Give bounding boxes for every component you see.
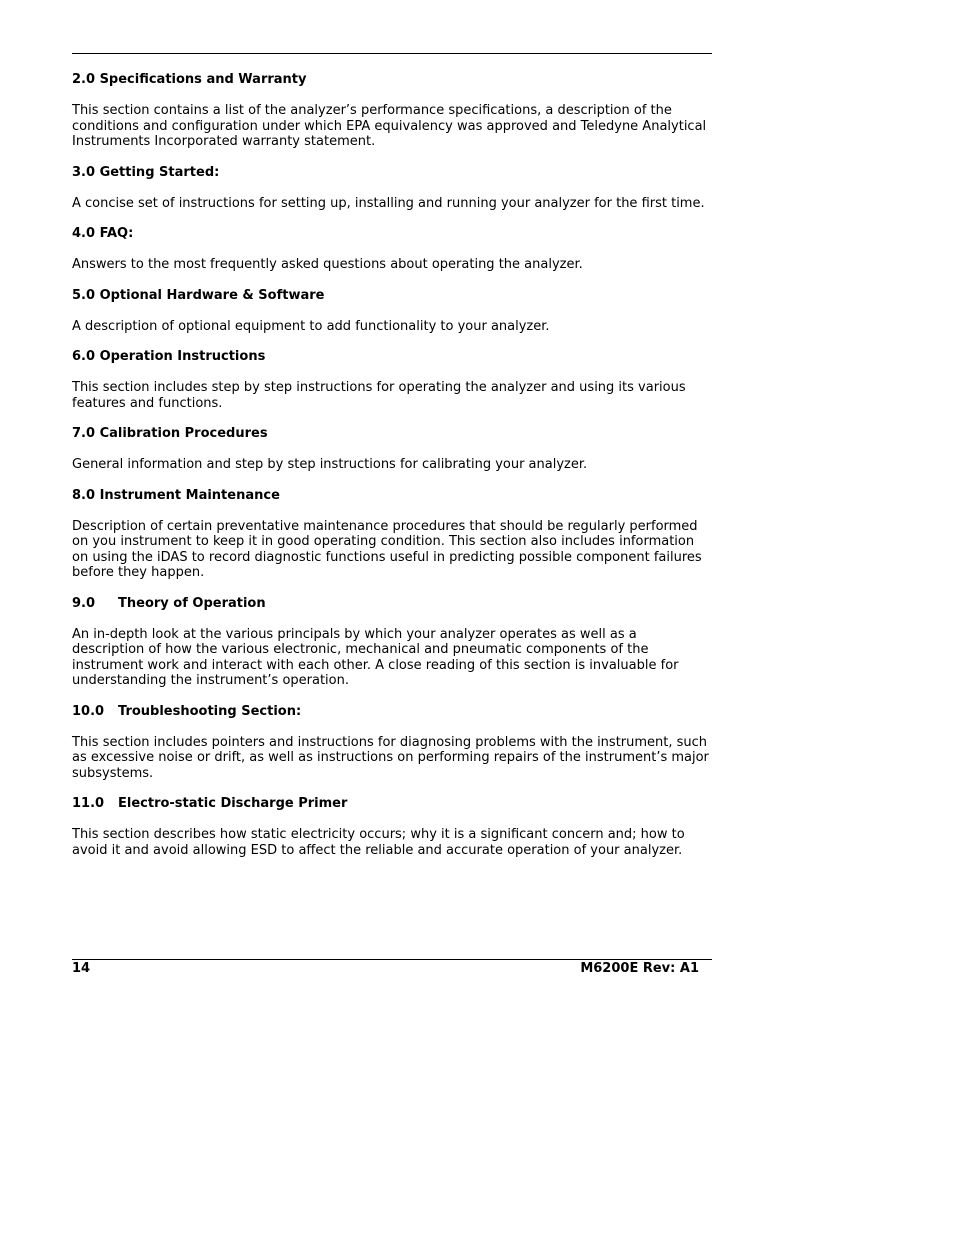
section-number: 4.0 <box>72 226 96 241</box>
section-number: 3.0 <box>72 164 96 180</box>
section-number: 9.0 <box>72 595 96 611</box>
section-title: Troubleshooting Section: <box>118 703 302 719</box>
section-description: A concise set of instructions for setting up, installing and running your analyzer for the first time. <box>72 195 705 211</box>
section-description: An in-depth look at the various principals by which your analyzer operates as well as a description of how the various electronic, mechanical and pneumatic components of the instrument work and interact with each other. A close reading of this section is invaluable for understanding the instrument’s operation. <box>72 626 679 688</box>
section-description: This section includes step by step instructions for operating the analyzer and using its various features and functions. <box>72 380 686 411</box>
footer-rule <box>72 959 712 960</box>
header-rule <box>72 53 712 54</box>
document-revision: M6200E Rev: A1 <box>580 961 699 976</box>
section-heading <box>72 72 712 88</box>
section-heading <box>72 796 712 812</box>
section-title: Optional Hardware & Software <box>99 287 325 303</box>
section-title: Theory of Operation <box>118 595 266 611</box>
section-title: Specifications and Warranty <box>99 72 307 87</box>
section-heading <box>72 426 712 442</box>
document-page <box>72 0 712 1235</box>
section-heading <box>72 226 712 242</box>
section-description: A description of optional equipment to add functionality to your analyzer. <box>72 318 550 334</box>
page-number: 14 <box>72 961 91 976</box>
section-heading <box>72 288 712 304</box>
section-description: This section contains a list of the analyzer’s performance specifications, a description of the conditions and configuration under which EPA equivalency was approved and Teledyne Analytical Instruments Incorporated warranty statement. <box>72 103 707 149</box>
section-description: This section includes pointers and instructions for diagnosing problems with the instrument, such as excessive noise or drift, as well as instructions on performing repairs of the instrument’s major subsystems. <box>72 734 709 781</box>
section-heading <box>72 596 712 612</box>
section-title: Getting Started: <box>99 164 220 180</box>
section-list <box>72 72 712 873</box>
section-number: 5.0 <box>72 287 96 303</box>
section-title: Calibration Procedures <box>99 426 268 441</box>
section-title: FAQ: <box>99 226 134 241</box>
section-number: 2.0 <box>72 72 96 87</box>
section-description: General information and step by step instructions for calibrating your analyzer. <box>72 457 588 472</box>
section-number: 6.0 <box>72 349 96 364</box>
section-title: Operation Instructions <box>99 349 266 364</box>
section-number: 7.0 <box>72 426 96 441</box>
section-description: Answers to the most frequently asked questions about operating the analyzer. <box>72 257 583 272</box>
section-heading <box>72 704 712 720</box>
section-number: 8.0 <box>72 487 96 503</box>
section-number: 10.0 <box>72 703 105 719</box>
section-heading <box>72 165 712 181</box>
section-heading <box>72 488 712 504</box>
section-number: 11.0 <box>72 796 105 811</box>
section-description: Description of certain preventative maintenance procedures that should be regularly performed on you instrument to keep it in good operating condition. This section also includes information on using the iDAS to record diagnostic functions useful in predicting possible component failures before they happen. <box>72 518 702 580</box>
section-heading <box>72 349 712 365</box>
section-title: Instrument Maintenance <box>99 487 280 503</box>
section-title: Electro-static Discharge Primer <box>118 796 348 811</box>
section-description: This section describes how static electricity occurs; why it is a significant concern and; how to avoid it and avoid allowing ESD to affect the reliable and accurate operation of your analyzer. <box>72 827 685 858</box>
